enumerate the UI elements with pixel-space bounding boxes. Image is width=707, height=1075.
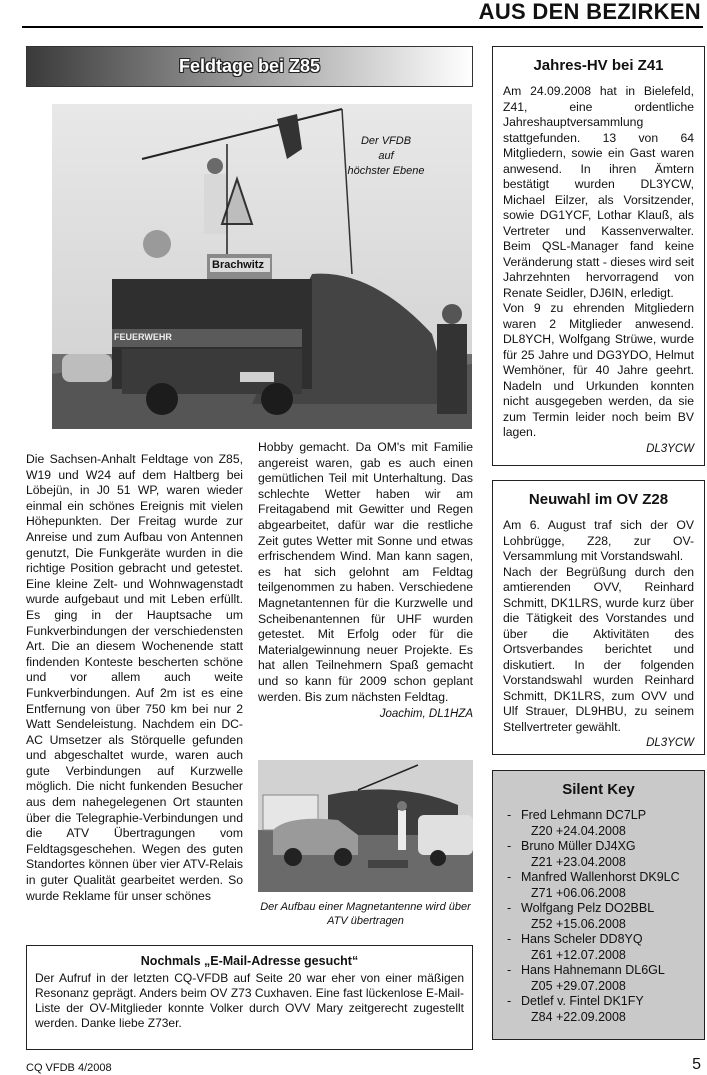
list-item: [507, 901, 694, 932]
caption-line-1: Der VFDB: [360, 135, 412, 147]
silent-key-name: - Fred Lehmann DC7LP: [507, 808, 694, 824]
feldtage-column-2-text: Hobby gemacht. Da OM's mit Familie angereist waren, gab es auch einen gemütlichen Teil mit Unterhaltung. Das schlechte Wetter haben wir am Freitagabend mit Gewitter und Regen abgearbeitet, dafür war die restliche Zeit gutes Wetter mit Sonne und etwas erfrischendem Wind. Man kann sagen, es hat sich gelohnt am Feldtag teilgenommen zu haben. Verschiedene Magnetantennen für die Kurzwelle und Scheibenantennen für UHF wurden getestet. Mit Erfolg oder für die Materialgewinnung neuer Projekte. Es hat allen Teilnehmern Spaß gemacht und so kann für 2009 schon geplant werden. Bis zum nächsten Feldtag.: [258, 440, 473, 704]
silent-key-title: Silent Key: [562, 781, 635, 798]
silent-key-name: - Wolfgang Pelz DO2BBL: [507, 901, 694, 917]
list-item: [507, 870, 694, 901]
caption-line-3: höchster Ebene: [347, 165, 425, 177]
feldtage-column-2: [258, 440, 473, 723]
silent-key-detail: Z20 +24.04.2008: [531, 823, 626, 838]
neuwahl-paragraph-1: Am 6. August traf sich der OV Lohbrügge, Z28, zur OV-Versammlung mit Vorstandswahl.: [503, 518, 694, 563]
feldtage-photo: [52, 104, 472, 429]
page-number: 5: [692, 1056, 701, 1073]
list-item: [507, 839, 694, 870]
neuwahl-title: Neuwahl im OV Z28: [528, 491, 669, 508]
feldtage-signature: Joachim, DL1HZA: [379, 708, 473, 721]
caption-line-2: auf: [378, 150, 394, 162]
silent-key-name: - Detlef v. Fintel DK1FY: [507, 994, 694, 1010]
feldtage-column-1: Die Sachsen-Anhalt Feldtage von Z85, W19 und W24 auf dem Haltberg bei Löbejün, in J0 51 WP, waren wieder einmal ein schönes Ereignis mit vielen Höhepunkten. Der Freitag wurde zur Anreise und zum Aufbau von Antennen genutzt, Die Funkgeräte wurden in die richtige Position gebracht und getestet. Eine kleine Zelt- und Wohnwagenstadt wurde aufgebaut und mit Leben erfüllt. Es ging in der Hauptsache um Funkverbindungen der verschiedensten Art. Die an diesem Wochenende statt findenden Konteste bescherten schöne und vor allem auch weite Funkverbindungen. Auf 2m ist es eine Entfernung von über 750 km bei nur 2 Watt Sendeleistung. Nachdem ein DC-AC Umsetzer als Störquelle gefunden und abgeschaltet wurde, waren auch gute Verbindungen auf Kurzwelle möglich. Die nicht funkenden Besucher aus dem nahegelegenen Ort staunten über die Telegraphie-Verbindungen und die ATV Übertragungen vom Feldtagsgeschehen. Wegen des guten Standortes können über vier ATV-Relais in guter Qualität gearbeitet werden. So wurde Reklame für unser schönes: [26, 452, 243, 903]
email-box-body: Der Aufruf in der letzten CQ-VFDB auf Seite 20 war eher von einer mäßigen Resonanz geprägt. Anders beim OV Z73 Cuxhaven. Eine fast lückenlose E-Mail-Liste der OV-Mitglieder konnte Volker durch OVV Mary zeitgerecht zugestellt werden. Danke liebe Z73er.: [35, 971, 464, 1030]
jahres-hv-box: [492, 46, 705, 466]
neuwahl-signature: DL3YCW: [646, 737, 694, 749]
email-box-title: Nochmals „E-Mail-Adresse gesucht“: [140, 954, 359, 968]
jahres-hv-signature: DL3YCW: [646, 442, 694, 455]
silent-key-detail: Z52 +15.06.2008: [531, 916, 626, 931]
magnetantenne-photo-image: [258, 760, 473, 892]
silent-key-detail: Z21 +23.04.2008: [531, 854, 626, 869]
email-adresse-box: [26, 945, 473, 1050]
feldtage-photo-caption: [326, 134, 446, 179]
jahres-hv-title: Jahres-HV bei Z41: [533, 57, 664, 74]
magnetantenne-photo-caption: Der Aufbau einer Magnetantenne wird über ATV übertragen: [260, 901, 471, 927]
neuwahl-box: [492, 480, 705, 755]
silent-key-detail: Z05 +29.07.2008: [531, 978, 626, 993]
photo-sign-brachwitz: Brachwitz: [212, 259, 264, 271]
header-rule: [22, 26, 703, 28]
silent-key-name: - Hans Hahnemann DL6GL: [507, 963, 694, 979]
magnetantenne-photo: [258, 760, 473, 892]
silent-key-name: - Manfred Wallenhorst DK9LC: [507, 870, 694, 886]
silent-key-detail: Z84 +22.09.2008: [531, 1009, 626, 1024]
section-header-title: AUS DEN BEZIRKEN: [478, 0, 701, 24]
footer-issue: CQ VFDB 4/2008: [26, 1062, 112, 1074]
silent-key-list: [507, 808, 694, 1025]
list-item: [507, 994, 694, 1025]
jahres-hv-paragraph-1: Am 24.09.2008 hat in Bielefeld, Z41, eine ordentliche Jahreshauptversammlung stattgefunden. 13 von 64 Mitgliedern, sowie ein Gast waren anwesend. In ihren Ämtern bestätigt wurden DL3YCW, Michael Eilzer, als Vorsitzender, sowie DG1YCF, Lothar Klauß, als Vertreter und Kassenverwalter. Beim QSL-Manager fand keine Veränderung statt - dieses wird seit Jahrzehnten hervorragend von Renate Seidler, DJ6IN, erledigt.: [503, 84, 694, 300]
jahres-hv-paragraph-2: Von 9 zu ehrenden Mitgliedern waren 2 Mitglieder anwesend. DL8YCH, Wolfgang Strüwe, wurde für 25 Jahre und DG3YDO, Helmut Wemhöner, für 40 Jahre geehrt. Nadeln und Urkunden konnten nicht ausgegeben werden, da sie zum Termin leider noch beim BV lagen.: [503, 301, 694, 439]
feldtage-banner: [26, 46, 473, 87]
silent-key-detail: Z61 +12.07.2008: [531, 947, 626, 962]
list-item: [507, 808, 694, 839]
list-item: [507, 963, 694, 994]
silent-key-detail: Z71 +06.06.2008: [531, 885, 626, 900]
list-item: [507, 932, 694, 963]
silent-key-box: [492, 770, 705, 1040]
neuwahl-paragraph-2: Nach der Begrüßung durch den amtierenden OVV, Reinhard Schmitt, DK1LRS, wurde kurz über die Tätigkeit des Vorstandes und über die Aktivitäten des Ortsverbandes berichtet und diskutiert. In der folgenden Vorstandswahl wurden Reinhard Schmitt, DK1LRS, zum OVV und Ulf Strauer, DL9HBU, zu seinem Stellvertreter gewählt.: [503, 564, 694, 734]
silent-key-name: - Bruno Müller DJ4XG: [507, 839, 694, 855]
feldtage-banner-title: Feldtage bei Z85: [178, 56, 321, 76]
silent-key-name: - Hans Scheler DD8YQ: [507, 932, 694, 948]
photo-sign-feuerwehr: FEUERWEHR: [114, 332, 172, 342]
